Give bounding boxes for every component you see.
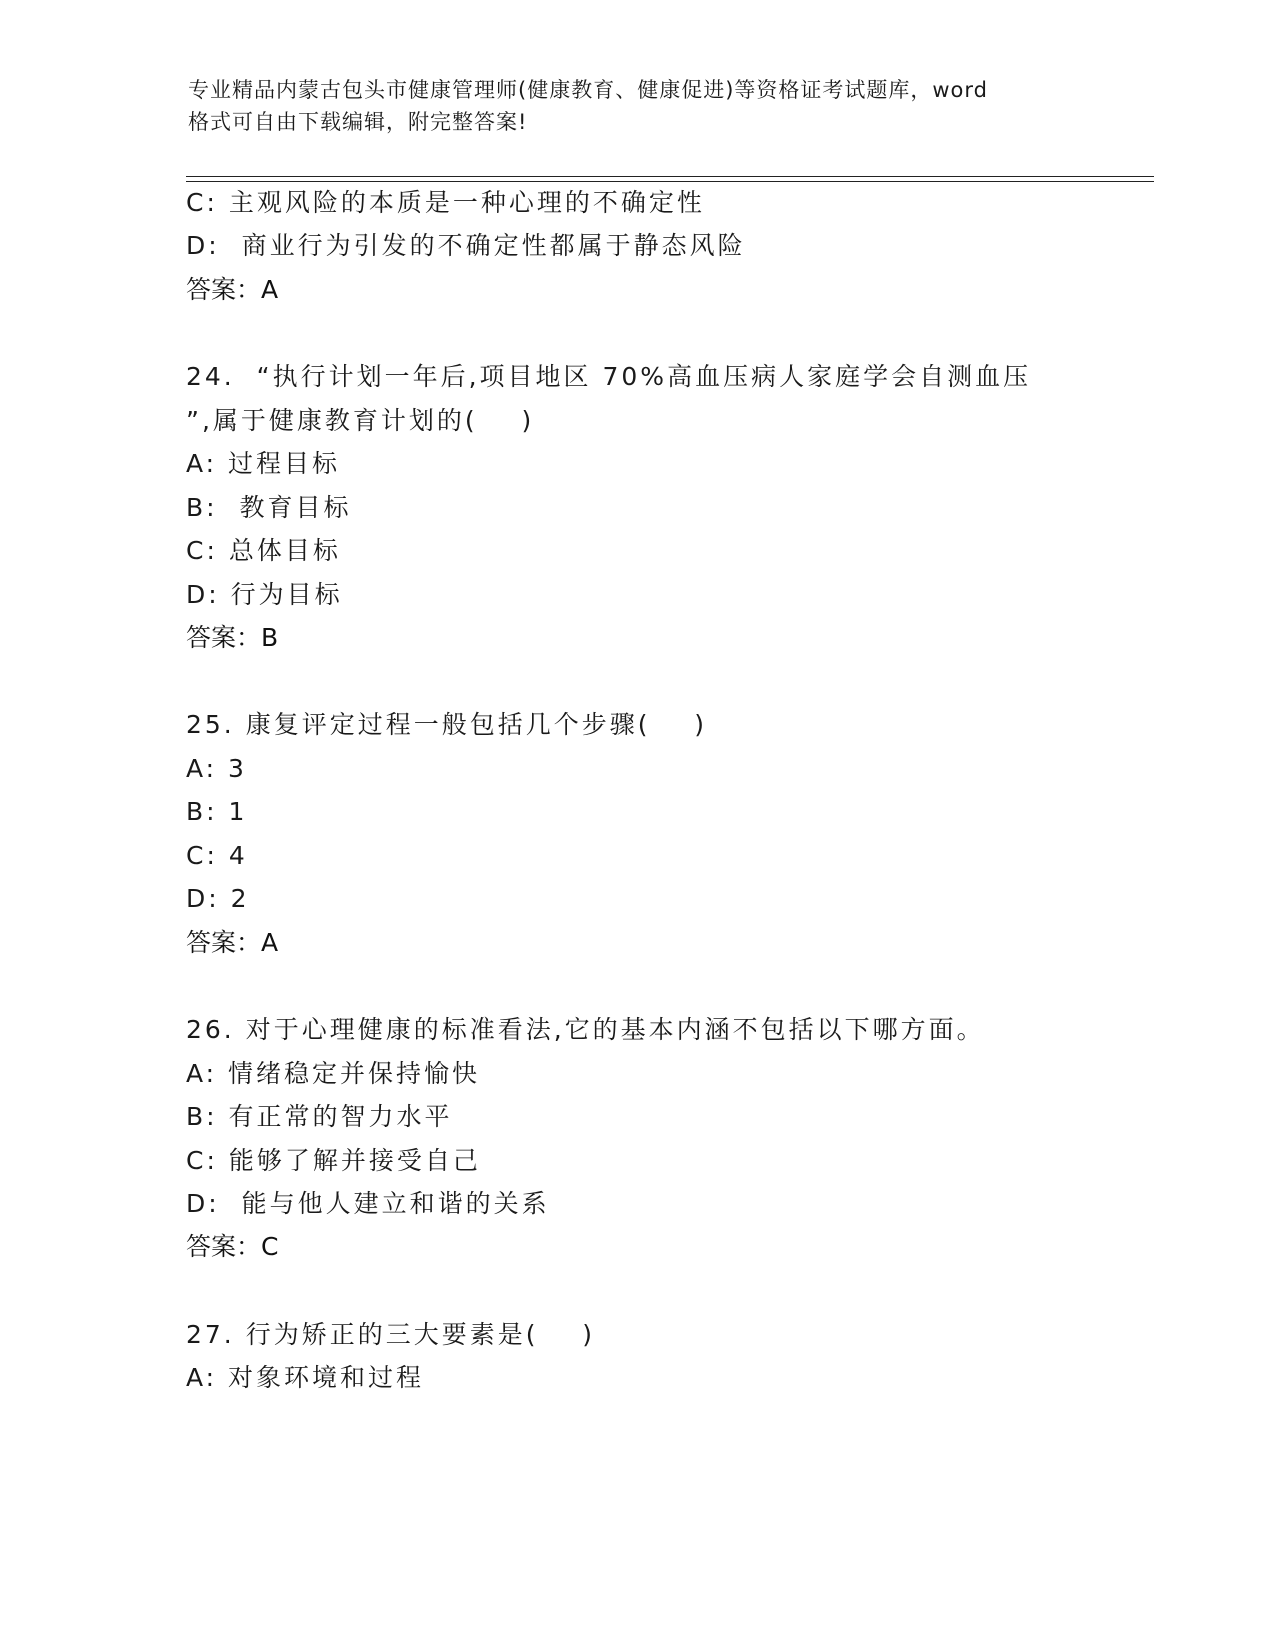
option-d: D: 行为目标 [186, 580, 343, 609]
option-b: B: 教育目标 [186, 493, 352, 522]
answer-line: 答案：C [186, 1232, 279, 1261]
question-26-text: 26. 对于心理健康的标准看法,它的基本内涵不包括以下哪方面。 [186, 1015, 985, 1044]
option-b: B: 1 [186, 797, 248, 826]
option-b: B: 有正常的智力水平 [186, 1102, 453, 1131]
option-a: A: 情绪稳定并保持愉快 [186, 1059, 481, 1088]
option-a: A: 对象环境和过程 [186, 1363, 425, 1392]
answer-line: 答案：A [186, 928, 279, 957]
option-c: C: 能够了解并接受自己 [186, 1146, 481, 1175]
option-a: A: 3 [186, 754, 247, 783]
header-divider-top [186, 176, 1154, 177]
option-d: D: 商业行为引发的不确定性都属于静态风险 [186, 231, 746, 260]
option-a: A: 过程目标 [186, 449, 341, 478]
question-24-text-cont: ”,属于健康教育计划的( ) [186, 406, 535, 435]
option-c: C: 4 [186, 841, 248, 870]
option-d: D: 能与他人建立和谐的关系 [186, 1189, 550, 1218]
document-header: 专业精品内蒙古包头市健康管理师(健康教育、健康促进)等资格证考试题库，word 格式可自由下载编辑，附完整答案! [188, 78, 989, 134]
header-divider-bottom [186, 181, 1154, 182]
question-27-text: 27. 行为矫正的三大要素是( ) [186, 1320, 595, 1349]
option-c: C: 总体目标 [186, 536, 341, 565]
option-c: C: 主观风险的本质是一种心理的不确定性 [186, 188, 705, 217]
answer-line: 答案：A [186, 275, 279, 304]
question-24-text: 24. “执行计划一年后,项目地区 70%高血压病人家庭学会自测血压 [186, 362, 1032, 391]
answer-line: 答案：B [186, 623, 279, 652]
question-25-text: 25. 康复评定过程一般包括几个步骤( ) [186, 710, 708, 739]
option-d: D: 2 [186, 884, 250, 913]
